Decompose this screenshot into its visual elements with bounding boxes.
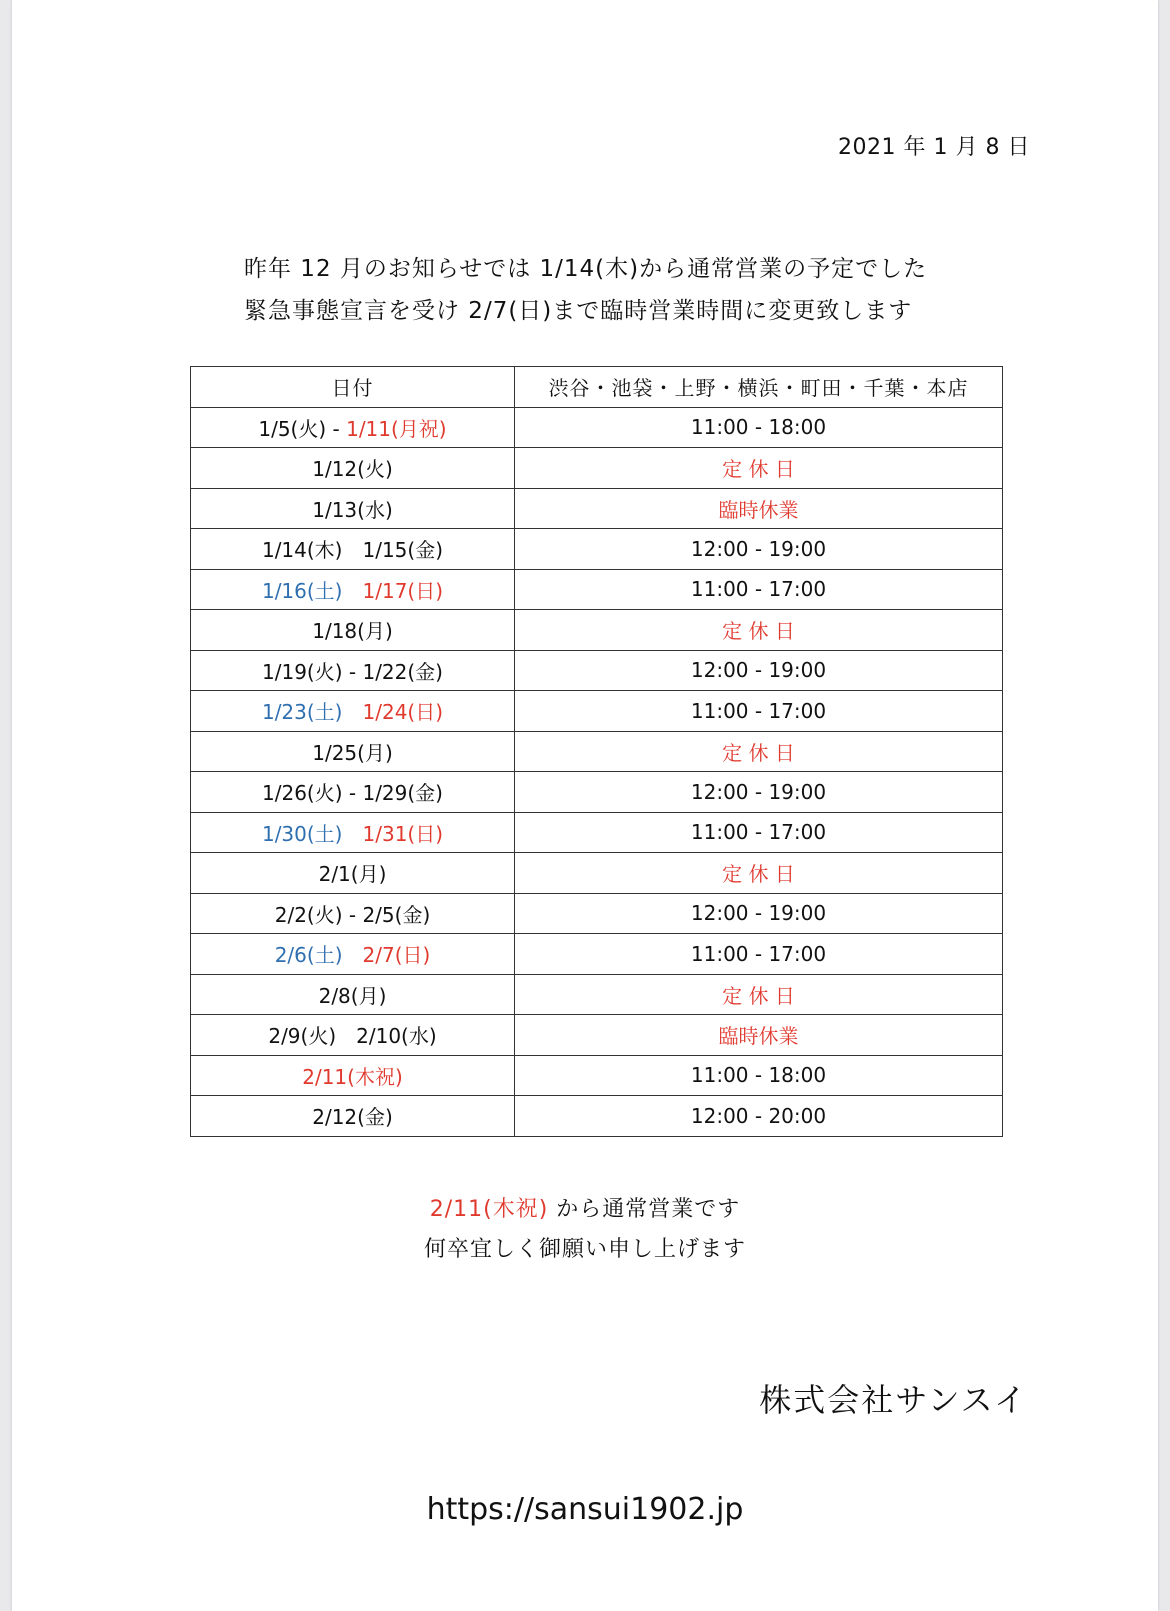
hours-value: 11:00 - 17:00 bbox=[690, 820, 827, 845]
table-row bbox=[191, 934, 1003, 975]
schedule-body bbox=[191, 407, 1003, 1136]
notice-line-2: 何卒宜しく御願い申し上げます bbox=[423, 1237, 746, 1262]
hours-cell bbox=[515, 610, 1003, 651]
table-row bbox=[191, 569, 1003, 610]
hours-cell bbox=[515, 772, 1003, 813]
table-row bbox=[191, 407, 1003, 448]
date-cell bbox=[191, 650, 515, 691]
hours-cell bbox=[515, 934, 1003, 975]
notice-line-1-rest: から通常営業です bbox=[548, 1197, 741, 1222]
date-segment: 2/11(木祝) bbox=[302, 1064, 403, 1089]
table-row bbox=[191, 1055, 1003, 1096]
table-row bbox=[191, 488, 1003, 529]
date-segment bbox=[343, 822, 363, 846]
hours-cell bbox=[515, 731, 1003, 772]
hours-cell bbox=[515, 488, 1003, 529]
document-page bbox=[12, 0, 1158, 1611]
hours-value: 11:00 - 17:00 bbox=[690, 577, 827, 602]
header-stores: 渋谷・池袋・上野・横浜・町田・千葉・本店 bbox=[515, 367, 1003, 408]
date-segment: 1/16(土) bbox=[261, 578, 343, 603]
notice-text bbox=[12, 1190, 1158, 1270]
date-segment: 1/18(月) bbox=[312, 619, 393, 644]
date-cell bbox=[191, 407, 515, 448]
hours-value: 定 休 日 bbox=[722, 457, 795, 482]
date-segment bbox=[343, 943, 363, 967]
hours-value: 定 休 日 bbox=[722, 862, 795, 887]
date-segment: 1/19(火) - 1/22(金) bbox=[262, 659, 443, 684]
date-segment: 2/12(金) bbox=[312, 1105, 393, 1130]
hours-cell bbox=[515, 853, 1003, 894]
date-segment: 2/8(月) bbox=[318, 983, 387, 1008]
date-cell bbox=[191, 934, 515, 975]
hours-cell bbox=[515, 448, 1003, 489]
table-row bbox=[191, 448, 1003, 489]
company-name: 株式会社サンスイ bbox=[759, 1381, 1028, 1419]
date-segment: 1/26(火) - 1/29(金) bbox=[262, 781, 443, 806]
document-date: 2021 年 1 月 8 日 bbox=[838, 135, 1030, 160]
hours-value: 11:00 - 18:00 bbox=[690, 1063, 827, 1088]
table-row bbox=[191, 650, 1003, 691]
date-cell bbox=[191, 812, 515, 853]
table-row bbox=[191, 772, 1003, 813]
intro-line-1: 昨年 12 月のお知らせでは 1/14(木)から通常営業の予定でした bbox=[244, 256, 928, 282]
date-cell bbox=[191, 610, 515, 651]
date-cell bbox=[191, 772, 515, 813]
date-cell bbox=[191, 1055, 515, 1096]
hours-value: 定 休 日 bbox=[722, 740, 795, 765]
table-row bbox=[191, 1096, 1003, 1137]
date-cell bbox=[191, 691, 515, 732]
date-cell bbox=[191, 569, 515, 610]
date-cell bbox=[191, 529, 515, 570]
hours-value: 臨時休業 bbox=[718, 1024, 799, 1049]
hours-value: 11:00 - 18:00 bbox=[690, 415, 827, 440]
date-cell bbox=[191, 731, 515, 772]
hours-value: 定 休 日 bbox=[722, 619, 795, 644]
table-header-row bbox=[191, 367, 1003, 408]
table-row bbox=[191, 691, 1003, 732]
date-segment: 1/23(土) bbox=[261, 700, 343, 725]
hours-value: 12:00 - 19:00 bbox=[690, 779, 827, 804]
hours-value: 12:00 - 20:00 bbox=[690, 1103, 827, 1128]
hours-value: 11:00 - 17:00 bbox=[690, 698, 827, 723]
intro-text bbox=[244, 248, 927, 332]
date-segment: 2/9(火) 2/10(水) bbox=[268, 1024, 437, 1049]
hours-cell bbox=[515, 812, 1003, 853]
table-row bbox=[191, 974, 1003, 1015]
website-url[interactable]: https://sansui1902.jp bbox=[426, 1492, 744, 1527]
date-segment: 1/30(土) bbox=[261, 821, 343, 846]
date-segment bbox=[343, 700, 363, 724]
date-segment: 1/5(火) - bbox=[258, 416, 347, 441]
date-segment: 1/14(木) 1/15(金) bbox=[261, 538, 444, 563]
date-segment: 1/31(日) bbox=[362, 821, 444, 846]
date-segment: 1/12(火) bbox=[312, 457, 393, 482]
hours-cell bbox=[515, 1015, 1003, 1056]
hours-value: 定 休 日 bbox=[722, 983, 795, 1008]
date-cell bbox=[191, 1096, 515, 1137]
intro-line-2: 緊急事態宣言を受け 2/7(日)まで臨時営業時間に変更致します bbox=[244, 298, 913, 324]
schedule-table bbox=[190, 366, 1003, 1137]
date-segment bbox=[343, 579, 363, 603]
hours-value: 12:00 - 19:00 bbox=[690, 658, 827, 683]
table-row bbox=[191, 853, 1003, 894]
table-row bbox=[191, 529, 1003, 570]
table-row bbox=[191, 731, 1003, 772]
hours-cell bbox=[515, 529, 1003, 570]
date-segment: 2/2(火) - 2/5(金) bbox=[274, 902, 431, 927]
hours-value: 臨時休業 bbox=[718, 497, 799, 522]
hours-cell bbox=[515, 569, 1003, 610]
hours-value: 12:00 - 19:00 bbox=[690, 536, 827, 561]
date-cell bbox=[191, 974, 515, 1015]
date-segment: 1/24(日) bbox=[362, 700, 444, 725]
date-segment: 2/7(日) bbox=[362, 943, 431, 968]
date-cell bbox=[191, 448, 515, 489]
hours-cell bbox=[515, 1096, 1003, 1137]
table-row bbox=[191, 1015, 1003, 1056]
date-segment: 1/13(水) bbox=[312, 497, 393, 522]
date-cell bbox=[191, 1015, 515, 1056]
hours-value: 12:00 - 19:00 bbox=[690, 901, 827, 926]
date-segment: 1/17(日) bbox=[362, 578, 444, 603]
hours-cell bbox=[515, 1055, 1003, 1096]
date-segment: 2/1(月) bbox=[318, 862, 387, 887]
date-segment: 2/6(土) bbox=[274, 943, 343, 968]
date-cell bbox=[191, 853, 515, 894]
hours-cell bbox=[515, 650, 1003, 691]
hours-cell bbox=[515, 407, 1003, 448]
table-row bbox=[191, 812, 1003, 853]
date-cell bbox=[191, 893, 515, 934]
date-segment: 1/11(月祝) bbox=[346, 416, 447, 441]
hours-cell bbox=[515, 691, 1003, 732]
date-cell bbox=[191, 488, 515, 529]
table-row bbox=[191, 610, 1003, 651]
notice-date: 2/11(木祝) bbox=[429, 1197, 549, 1222]
date-segment: 1/25(月) bbox=[312, 740, 393, 765]
table-row bbox=[191, 893, 1003, 934]
hours-cell bbox=[515, 893, 1003, 934]
header-date: 日付 bbox=[191, 367, 515, 408]
notice-line-1 bbox=[12, 1190, 1158, 1230]
hours-cell bbox=[515, 974, 1003, 1015]
hours-value: 11:00 - 17:00 bbox=[690, 941, 827, 966]
